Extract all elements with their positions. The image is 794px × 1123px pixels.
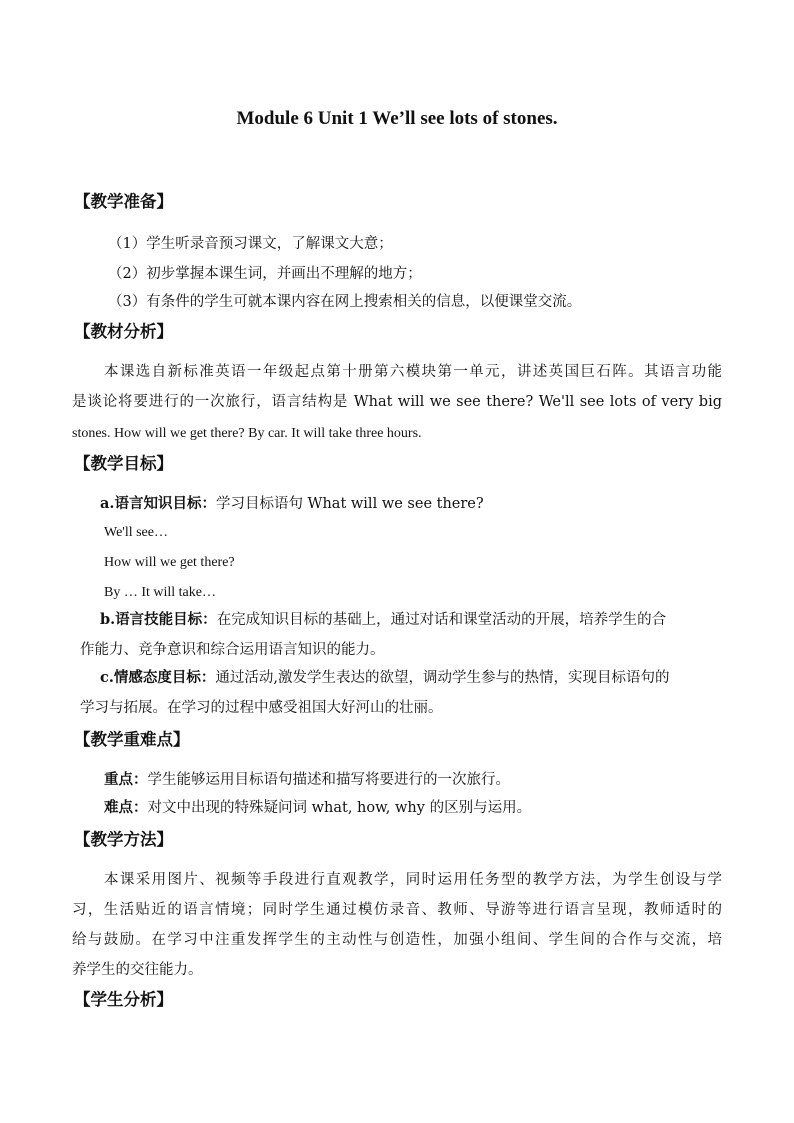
keypoint-main [104, 770, 510, 790]
goal-c [100, 668, 670, 688]
keypoint-main-label: 重点： [104, 771, 148, 788]
analysis-line-3: stones. How will we get there? By car. It will take three hours. [72, 426, 422, 441]
section-heading-students: 【学生分析】 [74, 990, 173, 1009]
keypoint-difficult [104, 798, 531, 818]
goal-a-sub-1: We'll see… [104, 525, 168, 540]
prep-item-1: （1）学生听录音预习课文，了解课文大意； [108, 236, 393, 252]
goal-b-label: b.语言技能目标： [100, 611, 217, 628]
method-line-2: 习，生活贴近的语言情境；同时学生通过模仿录音、教师、导游等进行语言呈现，教师适时的 [72, 902, 722, 918]
goal-c-text: 通过活动,激发学生表达的欲望，调动学生参与的热情，实现目标语句的 [215, 670, 670, 686]
goal-b-cont: 作能力、竞争意识和综合运用语言知识的能力。 [80, 642, 385, 658]
goal-a-label: a.语言知识目标： [100, 495, 216, 512]
keypoint-difficult-text: 对文中出现的特殊疑问词 what, how, why 的区别与运用。 [147, 800, 532, 816]
analysis-line-1: 本课选自新标准英语一年级起点第十册第六模块第一单元，讲述英国巨石阵。其语言功能 [104, 364, 722, 380]
section-heading-method: 【教学方法】 [74, 830, 173, 849]
goal-c-cont: 学习与拓展。在学习的过程中感受祖国大好河山的壮丽。 [80, 700, 443, 716]
keypoint-main-text: 学生能够运用目标语句描述和描写将要进行的一次旅行。 [147, 772, 510, 788]
goal-a-text: 学习目标语句 What will we see there? [215, 496, 484, 512]
analysis-line-2: 是谈论将要进行的一次旅行，语言结构是 What will we see there? We'll see lots of very big [72, 394, 722, 410]
goal-a [100, 494, 484, 514]
section-heading-analysis: 【教材分析】 [74, 322, 173, 341]
keypoint-difficult-label: 难点： [104, 799, 148, 816]
method-line-1: 本课采用图片、视频等手段进行直观教学，同时运用任务型的教学方法，为学生创设与学 [104, 872, 722, 888]
goal-a-sub-2: How will we get there? [104, 555, 235, 570]
goal-c-label: c.情感态度目标： [100, 669, 216, 686]
goal-b [100, 610, 666, 630]
goal-a-sub-3: By … It will take… [104, 585, 216, 600]
document-title: Module 6 Unit 1 We’ll see lots of stones. [236, 108, 558, 129]
section-heading-prep: 【教学准备】 [74, 192, 173, 211]
section-heading-goals: 【教学目标】 [74, 454, 173, 473]
section-heading-keypoints: 【教学重难点】 [74, 730, 190, 749]
prep-item-3: （3）有条件的学生可就本课内容在网上搜索相关的信息，以便课堂交流。 [108, 294, 582, 310]
prep-item-2: （2）初步掌握本课生词，并画出不理解的地方； [108, 266, 422, 282]
method-line-4: 养学生的交往能力。 [72, 962, 203, 978]
method-line-3: 给与鼓励。在学习中注重发挥学生的主动性与创造性，加强小组间、学生间的合作与交流，培 [72, 932, 722, 948]
goal-b-text: 在完成知识目标的基础上，通过对话和课堂活动的开展，培养学生的合 [216, 612, 667, 628]
